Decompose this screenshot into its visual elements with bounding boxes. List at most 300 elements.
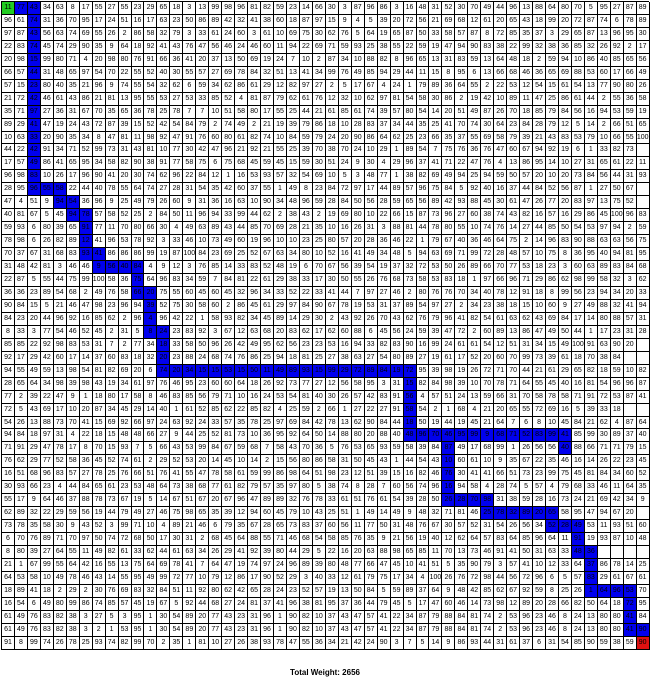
grid-cell[interactable]: 58 [196, 300, 209, 313]
grid-cell[interactable]: 5 [572, 404, 585, 417]
grid-cell[interactable]: 15 [106, 429, 119, 442]
grid-cell[interactable]: 44 [106, 507, 119, 520]
grid-cell[interactable]: 66 [494, 468, 507, 481]
grid-cell[interactable]: 61 [352, 572, 365, 585]
grid-cell[interactable]: 42 [157, 119, 170, 132]
grid-cell[interactable]: 75 [378, 572, 391, 585]
grid-cell[interactable]: 70 [15, 533, 28, 546]
grid-cell[interactable]: 25 [637, 559, 650, 572]
grid-cell[interactable]: 43 [222, 624, 235, 637]
grid-cell[interactable]: 44 [2, 144, 15, 157]
grid-cell[interactable]: 74 [468, 119, 481, 132]
grid-cell[interactable]: 86 [365, 132, 378, 145]
grid-cell[interactable]: 26 [598, 455, 611, 468]
grid-cell[interactable]: 43 [67, 93, 80, 106]
grid-cell[interactable]: 26 [222, 339, 235, 352]
grid-cell[interactable]: 53 [520, 261, 533, 274]
grid-cell[interactable]: 54 [559, 637, 572, 650]
grid-cell[interactable]: 2 [455, 93, 468, 106]
path-cell[interactable]: 83 [533, 429, 546, 442]
grid-cell[interactable]: 26 [365, 313, 378, 326]
grid-cell[interactable]: 37 [417, 157, 430, 170]
grid-cell[interactable]: 14 [585, 313, 598, 326]
grid-cell[interactable]: 52 [326, 248, 339, 261]
grid-cell[interactable]: 33 [15, 326, 28, 339]
path-cell[interactable]: 74 [28, 15, 41, 28]
grid-cell[interactable]: 60 [222, 378, 235, 391]
grid-cell[interactable]: 70 [106, 67, 119, 80]
grid-cell[interactable]: 48 [417, 2, 430, 15]
grid-cell[interactable]: 54 [481, 339, 494, 352]
grid-cell[interactable]: 49 [15, 611, 28, 624]
grid-cell[interactable]: 24 [235, 598, 248, 611]
path-cell[interactable]: 54 [67, 196, 80, 209]
grid-cell[interactable]: 76 [235, 352, 248, 365]
grid-cell[interactable]: 96 [41, 468, 54, 481]
grid-cell[interactable]: 56 [533, 442, 546, 455]
grid-cell[interactable]: 12 [520, 80, 533, 93]
grid-cell[interactable]: 78 [429, 222, 442, 235]
grid-cell[interactable]: 80 [598, 611, 611, 624]
grid-cell[interactable]: 41 [468, 468, 481, 481]
grid-cell[interactable]: 22 [404, 41, 417, 54]
grid-cell[interactable]: 98 [287, 468, 300, 481]
grid-cell[interactable]: 54 [54, 287, 67, 300]
grid-cell[interactable]: 15 [326, 15, 339, 28]
grid-cell[interactable]: 71 [222, 391, 235, 404]
grid-cell[interactable]: 83 [611, 261, 624, 274]
grid-cell[interactable]: 65 [572, 365, 585, 378]
path-cell[interactable]: 93 [80, 248, 93, 261]
grid-cell[interactable]: 47 [54, 391, 67, 404]
grid-cell[interactable]: 34 [611, 468, 624, 481]
grid-cell[interactable]: 49 [585, 300, 598, 313]
grid-cell[interactable]: 31 [119, 144, 132, 157]
grid-cell[interactable]: 56 [196, 391, 209, 404]
grid-cell[interactable]: 19 [585, 533, 598, 546]
grid-cell[interactable]: 56 [507, 572, 520, 585]
grid-cell[interactable]: 49 [455, 442, 468, 455]
grid-cell[interactable]: 65 [546, 67, 559, 80]
grid-cell[interactable]: 67 [222, 442, 235, 455]
grid-cell[interactable]: 21 [533, 365, 546, 378]
grid-cell[interactable]: 62 [520, 313, 533, 326]
grid-cell[interactable]: 52 [80, 326, 93, 339]
grid-cell[interactable]: 50 [93, 533, 106, 546]
grid-cell[interactable]: 78 [15, 520, 28, 533]
grid-cell[interactable]: 68 [248, 442, 261, 455]
grid-cell[interactable]: 31 [378, 300, 391, 313]
grid-cell[interactable]: 10 [2, 132, 15, 145]
grid-cell[interactable]: 24 [106, 15, 119, 28]
grid-cell[interactable]: 82 [378, 54, 391, 67]
grid-cell[interactable]: 58 [494, 132, 507, 145]
grid-cell[interactable]: 13 [429, 54, 442, 67]
grid-cell[interactable]: 20 [442, 106, 455, 119]
grid-cell[interactable]: 85 [572, 429, 585, 442]
grid-cell[interactable]: 81 [391, 93, 404, 106]
grid-cell[interactable]: 74 [261, 132, 274, 145]
grid-cell[interactable]: 12 [546, 559, 559, 572]
grid-cell[interactable]: 19 [417, 533, 430, 546]
grid-cell[interactable]: 98 [80, 378, 93, 391]
grid-cell[interactable]: 92 [520, 585, 533, 598]
grid-cell[interactable]: 31 [2, 261, 15, 274]
grid-cell[interactable]: 86 [132, 248, 145, 261]
grid-cell[interactable]: 47 [106, 132, 119, 145]
grid-cell[interactable]: 79 [429, 611, 442, 624]
grid-cell[interactable]: 33 [585, 481, 598, 494]
grid-cell[interactable]: 58 [222, 468, 235, 481]
grid-cell[interactable]: 47 [80, 300, 93, 313]
grid-cell[interactable]: 53 [507, 611, 520, 624]
grid-cell[interactable]: 95 [80, 15, 93, 28]
grid-cell[interactable]: 67 [507, 585, 520, 598]
grid-cell[interactable]: 72 [93, 119, 106, 132]
grid-cell[interactable]: 27 [365, 352, 378, 365]
grid-cell[interactable]: 30 [313, 157, 326, 170]
path-cell[interactable]: 65 [546, 507, 559, 520]
grid-cell[interactable]: 62 [455, 533, 468, 546]
grid-cell[interactable]: 16 [248, 391, 261, 404]
grid-cell[interactable]: 41 [157, 41, 170, 54]
grid-cell[interactable]: 33 [598, 404, 611, 417]
grid-cell[interactable]: 30 [157, 611, 170, 624]
grid-cell[interactable]: 24 [261, 391, 274, 404]
grid-cell[interactable]: 73 [2, 520, 15, 533]
path-cell[interactable]: 20 [170, 365, 183, 378]
grid-cell[interactable]: 86 [520, 326, 533, 339]
grid-cell[interactable]: 80 [209, 585, 222, 598]
grid-cell[interactable]: 76 [481, 144, 494, 157]
grid-cell[interactable]: 52 [144, 67, 157, 80]
grid-cell[interactable]: 20 [80, 404, 93, 417]
grid-cell[interactable]: 59 [67, 507, 80, 520]
grid-cell[interactable]: 73 [533, 352, 546, 365]
grid-cell[interactable]: 1 [352, 507, 365, 520]
grid-cell[interactable]: 64 [378, 132, 391, 145]
grid-cell[interactable]: 25 [404, 132, 417, 145]
grid-cell[interactable]: 80 [300, 481, 313, 494]
grid-cell[interactable]: 45 [93, 455, 106, 468]
grid-cell[interactable]: 4 [352, 15, 365, 28]
grid-cell[interactable]: 70 [572, 2, 585, 15]
grid-cell[interactable]: 88 [378, 429, 391, 442]
grid-cell[interactable]: 74 [41, 637, 54, 650]
grid-cell[interactable]: 33 [429, 28, 442, 41]
grid-cell[interactable]: 44 [196, 598, 209, 611]
grid-cell[interactable]: 89 [598, 261, 611, 274]
grid-cell[interactable]: 64 [2, 572, 15, 585]
grid-cell[interactable]: 38 [300, 598, 313, 611]
grid-cell[interactable]: 4 [468, 404, 481, 417]
grid-cell[interactable]: 2 [326, 313, 339, 326]
grid-cell[interactable]: 91 [494, 546, 507, 559]
grid-cell[interactable]: 56 [624, 235, 637, 248]
grid-cell[interactable]: 37 [67, 494, 80, 507]
grid-cell[interactable]: 76 [28, 611, 41, 624]
grid-cell[interactable]: 66 [494, 274, 507, 287]
grid-cell[interactable]: 47 [196, 41, 209, 54]
grid-cell[interactable]: 64 [624, 481, 637, 494]
grid-cell[interactable]: 68 [455, 404, 468, 417]
grid-cell[interactable]: 29 [157, 455, 170, 468]
grid-cell[interactable]: 47 [2, 196, 15, 209]
grid-cell[interactable]: 73 [624, 144, 637, 157]
grid-cell[interactable]: 56 [339, 378, 352, 391]
grid-cell[interactable]: 96 [404, 157, 417, 170]
path-cell[interactable]: 46 [442, 429, 455, 442]
grid-cell[interactable]: 79 [585, 132, 598, 145]
grid-cell[interactable]: 11 [559, 533, 572, 546]
grid-cell[interactable]: 55 [533, 378, 546, 391]
grid-cell[interactable]: 66 [157, 442, 170, 455]
grid-cell[interactable]: 83 [378, 391, 391, 404]
grid-cell[interactable]: 17 [352, 80, 365, 93]
grid-cell[interactable]: 30 [2, 481, 15, 494]
grid-cell[interactable]: 35 [442, 132, 455, 145]
grid-cell[interactable]: 90 [132, 157, 145, 170]
grid-cell[interactable]: 63 [248, 326, 261, 339]
grid-cell[interactable]: 50 [144, 533, 157, 546]
grid-cell[interactable]: 3 [559, 261, 572, 274]
grid-cell[interactable]: 53 [429, 274, 442, 287]
grid-cell[interactable]: 35 [235, 417, 248, 430]
grid-cell[interactable]: 64 [507, 533, 520, 546]
grid-cell[interactable]: 20 [41, 132, 54, 145]
grid-cell[interactable]: 15 [287, 157, 300, 170]
grid-cell[interactable]: 33 [209, 417, 222, 430]
grid-cell[interactable]: 47 [533, 326, 546, 339]
grid-cell[interactable]: 100 [93, 274, 106, 287]
grid-cell[interactable]: 29 [598, 572, 611, 585]
grid-cell[interactable]: 66 [611, 119, 624, 132]
grid-cell[interactable]: 60 [274, 15, 287, 28]
grid-cell[interactable]: 89 [15, 585, 28, 598]
grid-cell[interactable]: 95 [261, 339, 274, 352]
grid-cell[interactable]: 94 [132, 300, 145, 313]
grid-cell[interactable]: 55 [54, 559, 67, 572]
grid-cell[interactable]: 19 [54, 119, 67, 132]
grid-cell[interactable]: 18 [326, 119, 339, 132]
grid-cell[interactable]: 75 [507, 235, 520, 248]
grid-cell[interactable]: 7 [378, 481, 391, 494]
grid-cell[interactable]: 67 [442, 235, 455, 248]
grid-cell[interactable]: 55 [468, 80, 481, 93]
grid-cell[interactable]: 62 [352, 417, 365, 430]
grid-cell[interactable]: 47 [468, 157, 481, 170]
grid-cell[interactable]: 25 [261, 352, 274, 365]
grid-cell[interactable]: 78 [546, 391, 559, 404]
grid-cell[interactable]: 81 [235, 274, 248, 287]
grid-cell[interactable]: 94 [559, 54, 572, 67]
grid-cell[interactable] [637, 339, 650, 352]
grid-cell[interactable]: 89 [183, 624, 196, 637]
grid-cell[interactable]: 60 [209, 378, 222, 391]
grid-cell[interactable]: 22 [41, 507, 54, 520]
grid-cell[interactable]: 22 [533, 455, 546, 468]
grid-cell[interactable]: 54 [170, 119, 183, 132]
grid-cell[interactable]: 28 [2, 183, 15, 196]
grid-cell[interactable]: 56 [637, 54, 650, 67]
grid-cell[interactable]: 14 [326, 429, 339, 442]
grid-cell[interactable]: 73 [559, 494, 572, 507]
grid-cell[interactable]: 4 [54, 481, 67, 494]
grid-cell[interactable]: 54 [417, 144, 430, 157]
grid-cell[interactable]: 31 [248, 624, 261, 637]
grid-cell[interactable]: 70 [494, 261, 507, 274]
grid-cell[interactable]: 53 [352, 442, 365, 455]
grid-cell[interactable]: 20 [196, 54, 209, 67]
grid-cell[interactable]: 64 [546, 533, 559, 546]
grid-cell[interactable]: 19 [287, 261, 300, 274]
grid-cell[interactable]: 78 [611, 559, 624, 572]
grid-cell[interactable]: 25 [468, 170, 481, 183]
grid-cell[interactable]: 73 [209, 235, 222, 248]
grid-cell[interactable]: 53 [183, 93, 196, 106]
path-cell[interactable]: 16 [442, 481, 455, 494]
grid-cell[interactable]: 66 [132, 417, 145, 430]
grid-cell[interactable]: 92 [196, 585, 209, 598]
path-cell[interactable]: 15 [209, 365, 222, 378]
grid-cell[interactable]: 31 [429, 2, 442, 15]
grid-cell[interactable]: 10 [494, 93, 507, 106]
grid-cell[interactable]: 45 [274, 507, 287, 520]
grid-cell[interactable]: 79 [481, 559, 494, 572]
grid-cell[interactable]: 66 [313, 2, 326, 15]
path-cell[interactable]: 11 [261, 365, 274, 378]
grid-cell[interactable]: 16 [2, 468, 15, 481]
grid-cell[interactable]: 84 [157, 585, 170, 598]
grid-cell[interactable]: 41 [507, 546, 520, 559]
grid-cell[interactable]: 23 [287, 585, 300, 598]
grid-cell[interactable]: 96 [287, 559, 300, 572]
grid-cell[interactable]: 80 [417, 287, 430, 300]
grid-cell[interactable]: 61 [2, 624, 15, 637]
grid-cell[interactable]: 89 [404, 352, 417, 365]
grid-cell[interactable]: 66 [144, 429, 157, 442]
grid-cell[interactable]: 19 [455, 365, 468, 378]
grid-cell[interactable]: 95 [624, 28, 637, 41]
grid-cell[interactable]: 85 [520, 533, 533, 546]
grid-cell[interactable]: 84 [455, 624, 468, 637]
grid-cell[interactable]: 58 [326, 533, 339, 546]
grid-cell[interactable]: 73 [429, 209, 442, 222]
grid-cell[interactable]: 25 [546, 93, 559, 106]
grid-cell[interactable]: 15 [28, 300, 41, 313]
path-cell[interactable]: 84 [378, 365, 391, 378]
grid-cell[interactable]: 61 [15, 15, 28, 28]
grid-cell[interactable]: 38 [507, 494, 520, 507]
grid-cell[interactable]: 80 [442, 222, 455, 235]
grid-cell[interactable]: 61 [442, 352, 455, 365]
grid-cell[interactable]: 83 [365, 119, 378, 132]
grid-cell[interactable]: 87 [624, 2, 637, 15]
grid-cell[interactable]: 80 [391, 352, 404, 365]
grid-cell[interactable]: 26 [54, 170, 67, 183]
grid-cell[interactable]: 25 [287, 404, 300, 417]
grid-cell[interactable]: 30 [183, 144, 196, 157]
grid-cell[interactable]: 21 [300, 222, 313, 235]
grid-cell[interactable]: 93 [119, 442, 132, 455]
grid-cell[interactable]: 8 [559, 611, 572, 624]
grid-cell[interactable]: 96 [546, 235, 559, 248]
grid-cell[interactable]: 58 [533, 391, 546, 404]
grid-cell[interactable]: 81 [585, 468, 598, 481]
grid-cell[interactable]: 58 [598, 274, 611, 287]
grid-cell[interactable]: 63 [15, 132, 28, 145]
grid-cell[interactable]: 61 [352, 106, 365, 119]
grid-cell[interactable]: 55 [93, 2, 106, 15]
grid-cell[interactable]: 73 [468, 546, 481, 559]
grid-cell[interactable]: 88 [365, 54, 378, 67]
grid-cell[interactable]: 54 [80, 365, 93, 378]
grid-cell[interactable]: 80 [326, 235, 339, 248]
grid-cell[interactable]: 41 [170, 468, 183, 481]
grid-cell[interactable]: 98 [494, 598, 507, 611]
grid-cell[interactable]: 64 [67, 559, 80, 572]
grid-cell[interactable]: 89 [404, 144, 417, 157]
grid-cell[interactable]: 78 [106, 183, 119, 196]
grid-cell[interactable]: 26 [637, 80, 650, 93]
grid-cell[interactable]: 20 [391, 15, 404, 28]
grid-cell[interactable]: 21 [2, 93, 15, 106]
grid-cell[interactable]: 90 [468, 41, 481, 54]
grid-cell[interactable]: 66 [132, 468, 145, 481]
grid-cell[interactable]: 59 [196, 80, 209, 93]
grid-cell[interactable]: 73 [287, 520, 300, 533]
grid-cell[interactable]: 13 [585, 611, 598, 624]
grid-cell[interactable]: 48 [144, 481, 157, 494]
grid-cell[interactable]: 4 [67, 429, 80, 442]
grid-cell[interactable]: 68 [67, 287, 80, 300]
grid-cell[interactable]: 23 [533, 611, 546, 624]
grid-cell[interactable]: 46 [54, 494, 67, 507]
grid-cell[interactable]: 51 [15, 468, 28, 481]
grid-cell[interactable]: 85 [481, 585, 494, 598]
grid-cell[interactable]: 43 [132, 144, 145, 157]
grid-cell[interactable]: 60 [391, 481, 404, 494]
grid-cell[interactable]: 32 [287, 170, 300, 183]
grid-cell[interactable]: 93 [93, 637, 106, 650]
grid-cell[interactable]: 58 [144, 28, 157, 41]
grid-cell[interactable]: 30 [429, 93, 442, 106]
grid-cell[interactable]: 98 [67, 365, 80, 378]
grid-cell[interactable]: 66 [611, 132, 624, 145]
grid-cell[interactable]: 64 [546, 2, 559, 15]
grid-cell[interactable]: 29 [559, 365, 572, 378]
grid-cell[interactable]: 53 [80, 339, 93, 352]
grid-cell[interactable]: 57 [67, 468, 80, 481]
grid-cell[interactable]: 34 [624, 494, 637, 507]
grid-cell[interactable]: 23 [339, 468, 352, 481]
grid-cell[interactable]: 57 [196, 67, 209, 80]
grid-cell[interactable]: 58 [559, 391, 572, 404]
grid-cell[interactable]: 80 [274, 546, 287, 559]
path-cell[interactable]: 43 [28, 28, 41, 41]
path-cell[interactable]: 9 [93, 261, 106, 274]
grid-cell[interactable]: 41 [352, 248, 365, 261]
grid-cell[interactable]: 69 [222, 248, 235, 261]
grid-cell[interactable]: 22 [15, 144, 28, 157]
grid-cell[interactable]: 60 [170, 196, 183, 209]
grid-cell[interactable]: 37 [455, 132, 468, 145]
grid-cell[interactable]: 77 [300, 378, 313, 391]
grid-cell[interactable]: 33 [598, 144, 611, 157]
grid-cell[interactable]: 3 [157, 235, 170, 248]
grid-cell[interactable]: 92 [196, 326, 209, 339]
grid-cell[interactable]: 93 [261, 170, 274, 183]
